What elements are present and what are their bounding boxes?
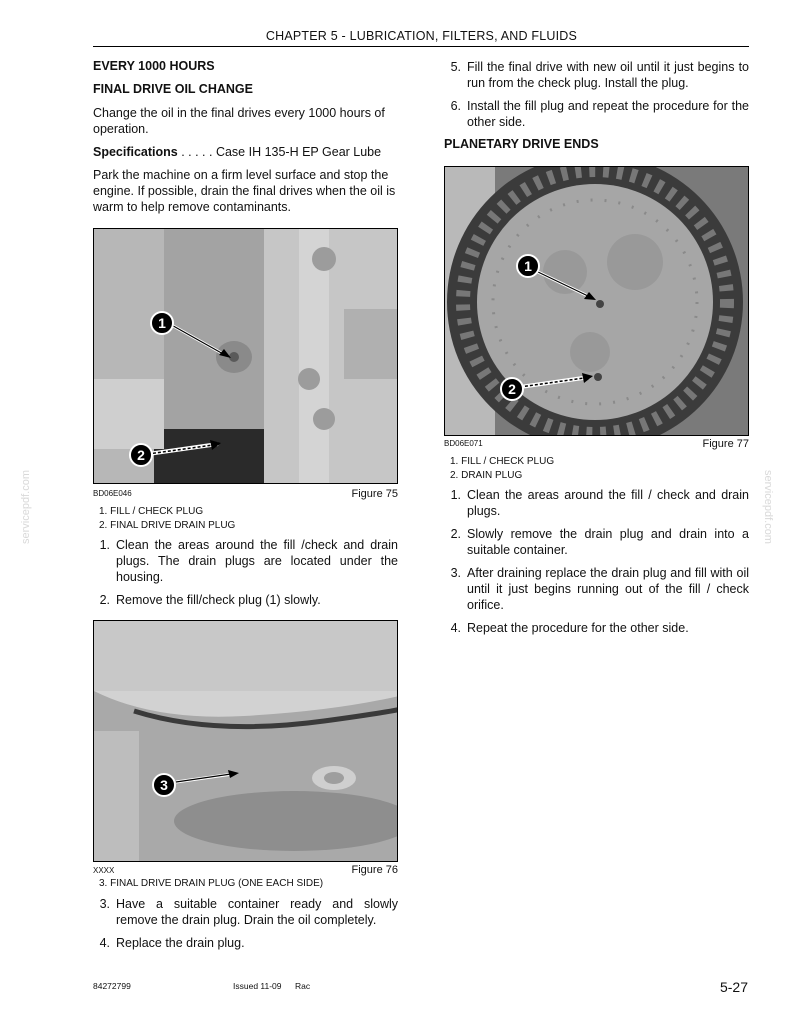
spec-label: Specifications (93, 145, 178, 159)
caption-item: 1. FILL / CHECK PLUG (99, 506, 204, 517)
park-paragraph: Park the machine on a firm level surface and stop the engine. If possible, drain the final drives when the oil is warm to help remove contaminants. (93, 168, 396, 214)
section-heading-1000-hours: EVERY 1000 HOURS (93, 59, 215, 73)
callout-fig77 (444, 166, 749, 436)
section-heading-planetary: PLANETARY DRIVE ENDS (444, 137, 599, 151)
caption-item: 3. FINAL DRIVE DRAIN PLUG (ONE EACH SIDE) (99, 878, 324, 889)
caption-item: 1. FILL / CHECK PLUG (450, 456, 555, 467)
step-number: 3. (99, 897, 110, 911)
watermark-left: servicepdf.com (20, 470, 32, 544)
callout-badge-2: 2 (129, 443, 153, 467)
callout-badge-2-fig77: 2 (500, 377, 524, 401)
section-heading-final-drive: FINAL DRIVE OIL CHANGE (93, 82, 253, 96)
step-item (444, 59, 749, 91)
figure-75-captions (99, 505, 235, 533)
spec-value: Case IH 135-H EP Gear Lube (215, 145, 382, 159)
figure-75-number: Figure 75 (351, 488, 398, 500)
footer-part-number: 84272799 (93, 981, 131, 991)
footer-rac: Rac (295, 981, 311, 991)
step-number: 5. (450, 60, 461, 74)
step-number: 4. (99, 936, 110, 950)
step-text: Install the fill plug and repeat the procedure for the other side. (467, 99, 749, 129)
step-text: Clean the areas around the fill /check and drain plugs. The drain plugs are located under the housing. (116, 538, 398, 584)
step-item (444, 526, 749, 558)
step-item (93, 935, 398, 951)
figure-77-number: Figure 77 (702, 438, 749, 450)
steps-list-right-a (444, 59, 749, 137)
steps-list-left-b (93, 896, 398, 958)
callout-3-fig76 (93, 620, 398, 862)
step-number: 2. (450, 527, 461, 541)
step-text: Have a suitable container ready and slowly remove the drain plug. Drain the oil completely. (116, 897, 398, 927)
figure-76-captions (99, 877, 323, 891)
caption-item: 2. DRAIN PLUG (450, 470, 523, 481)
figure-76-number: Figure 76 (351, 864, 398, 876)
header-rule (93, 46, 749, 47)
step-text: Repeat the procedure for the other side. (467, 621, 689, 635)
footer-issued: Issued 11-09 (233, 981, 282, 991)
watermark-right: servicepdf.com (762, 470, 774, 544)
figure-77-id: BD06E071 (444, 439, 483, 448)
step-item (444, 620, 749, 636)
spec-dots: . . . . . (177, 145, 216, 159)
step-text: Slowly remove the drain plug and drain into a suitable container. (467, 527, 749, 557)
steps-list-left-a (93, 537, 398, 615)
figure-75-id: BD06E046 (93, 489, 132, 498)
step-item (93, 537, 398, 585)
step-text: Remove the fill/check plug (1) slowly. (116, 593, 321, 607)
page-number: 5-27 (719, 979, 748, 995)
figure-77-captions (450, 455, 554, 483)
step-text: Clean the areas around the fill / check and drain plugs. (467, 488, 749, 518)
step-number: 1. (99, 538, 110, 552)
step-number: 1. (450, 488, 461, 502)
step-number: 2. (99, 593, 110, 607)
chapter-title: CHAPTER 5 - LUBRICATION, FILTERS, AND FLUIDS (265, 29, 578, 43)
step-item (93, 896, 398, 928)
step-item (93, 592, 398, 608)
step-text: After draining replace the drain plug and fill with oil until it just begins running out of the fill / check orifice. (467, 566, 749, 612)
caption-item: 2. FINAL DRIVE DRAIN PLUG (99, 520, 236, 531)
step-item (444, 98, 749, 130)
step-text: Replace the drain plug. (116, 936, 245, 950)
specifications-line (93, 145, 398, 159)
figure-76-id: XXXX (93, 866, 115, 875)
step-number: 3. (450, 566, 461, 580)
step-text: Fill the final drive with new oil until it just begins to run from the check plug. Install the plug. (467, 60, 749, 90)
step-number: 4. (450, 621, 461, 635)
left-column (93, 59, 398, 223)
callout-badge-1: 1 (150, 311, 174, 335)
step-number: 6. (450, 99, 461, 113)
callout-badge-1-fig77: 1 (516, 254, 540, 278)
step-item (444, 565, 749, 613)
steps-list-right-b (444, 487, 749, 643)
intro-paragraph: Change the oil in the final drives every 1000 hours of operation. (93, 106, 385, 136)
callout-badge-3: 3 (152, 773, 176, 797)
step-item (444, 487, 749, 519)
